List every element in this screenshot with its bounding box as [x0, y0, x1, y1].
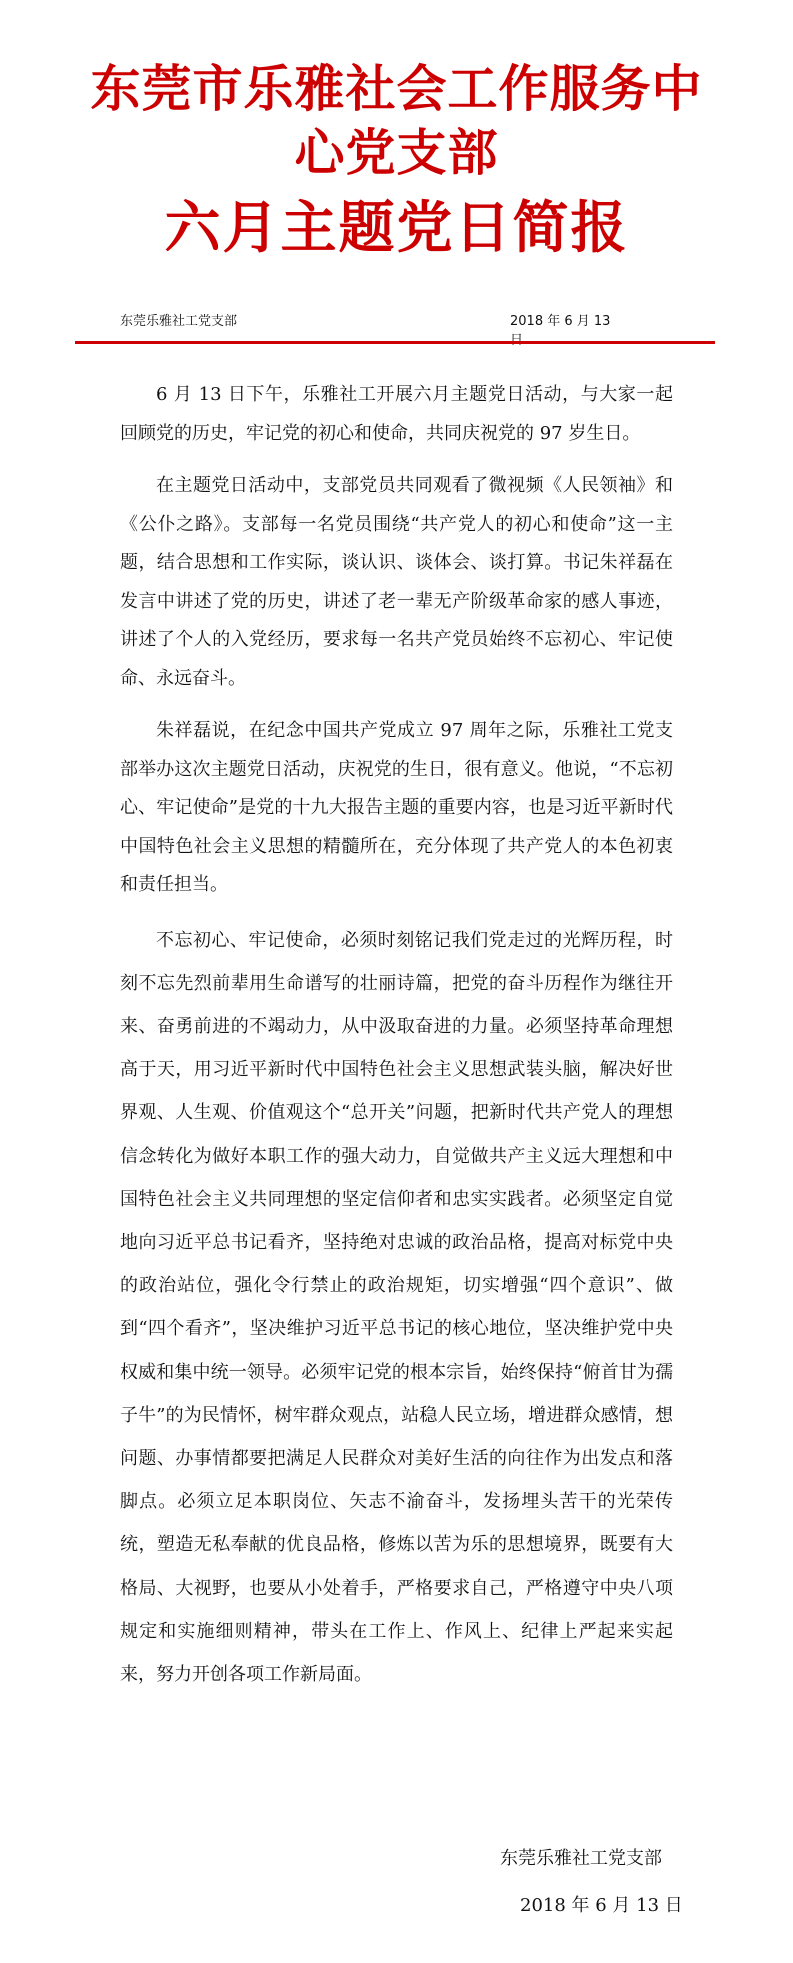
byline [120, 310, 620, 348]
paragraph-3: 朱祥磊说，在纪念中国共产党成立 97 周年之际，乐雅社工党支部举办这次主题党日活动，庆祝党的生日，很有意义。他说，“不忘初心、牢记使命”是党的十九大报告主题的重要内容，也是习近平新时代中国特色社会主义思想的精髓所在，充分体现了共产党人的本色初衷和责任担当。 [120, 720, 673, 895]
header-divider [75, 341, 715, 344]
byline-date: 2018 年 6 月 13 日 [510, 314, 611, 348]
document-title-line-2: 心党支部 [294, 123, 499, 182]
paragraph-4: 不忘初心、牢记使命，必须时刻铭记我们党走过的光辉历程，时刻不忘先烈前辈用生命谱写的壮丽诗篇，把党的奋斗历程作为继往开来、奋勇前进的不竭动力，从中汲取奋进的力量。必须坚持革命理想高于天，用习近平新时代中国特色社会主义思想武装头脑，解决好世界观、人生观、价值观这个“总开关”问题，把新时代共产党人的理想信念转化为做好本职工作的强大动力，自觉做共产主义远大理想和中国特色社会主义共同理想的坚定信仰者和忠实实践者。必须坚定自觉地向习近平总书记看齐，坚持绝对忠诚的政治品格，提高对标党中央的政治站位，强化令行禁止的政治规矩，切实增强“四个意识”、做到“四个看齐”，坚决维护习近平总书记的核心地位，坚决维护党中央权威和集中统一领导。必须牢记党的根本宗旨，始终保持“俯首甘为孺子牛”的为民情怀，树牢群众观点，站稳人民立场，增进群众感情，想问题、办事情都要把满足人民群众对美好生活的向往作为出发点和落脚点。必须立足本职岗位、矢志不渝奋斗，发扬埋头苦干的光荣传统，塑造无私奉献的优良品格，修炼以苦为乐的思想境界，既要有大格局、大视野，也要从小处着手，严格要求自己，严格遵守中央八项规定和实施细则精神，带头在工作上、作风上、纪律上严起来实起来，努力开创各项工作新局面。 [120, 929, 673, 1685]
paragraph-2: 在主题党日活动中，支部党员共同观看了微视频《人民领袖》和《公仆之路》。支部每一名党员围绕“共产党人的初心和使命”这一主题，结合思想和工作实际，谈认识、谈体会、谈打算。书记朱祥磊在发言中讲述了党的历史，讲述了老一辈无产阶级革命家的感人事迹，讲述了个人的入党经历，要求每一名共产党员始终不忘初心、牢记使命、永远奋斗。 [120, 475, 673, 689]
document-title-line-1: 东莞市乐雅社会工作服务中 [90, 59, 703, 118]
paragraph-1: 6 月 13 日下午，乐雅社工开展六月主题党日活动，与大家一起回顾党的历史，牢记党的初心和使命，共同庆祝党的 97 岁生日。 [120, 384, 673, 444]
byline-organization: 东莞乐雅社工党支部 [120, 314, 238, 329]
signature-date: 2018 年 6 月 13 日 [520, 1895, 683, 1916]
signature-organization: 东莞乐雅社工党支部 [500, 1848, 662, 1869]
document-subtitle: 六月主题党日简报 [164, 195, 629, 261]
article-body [120, 376, 673, 1710]
